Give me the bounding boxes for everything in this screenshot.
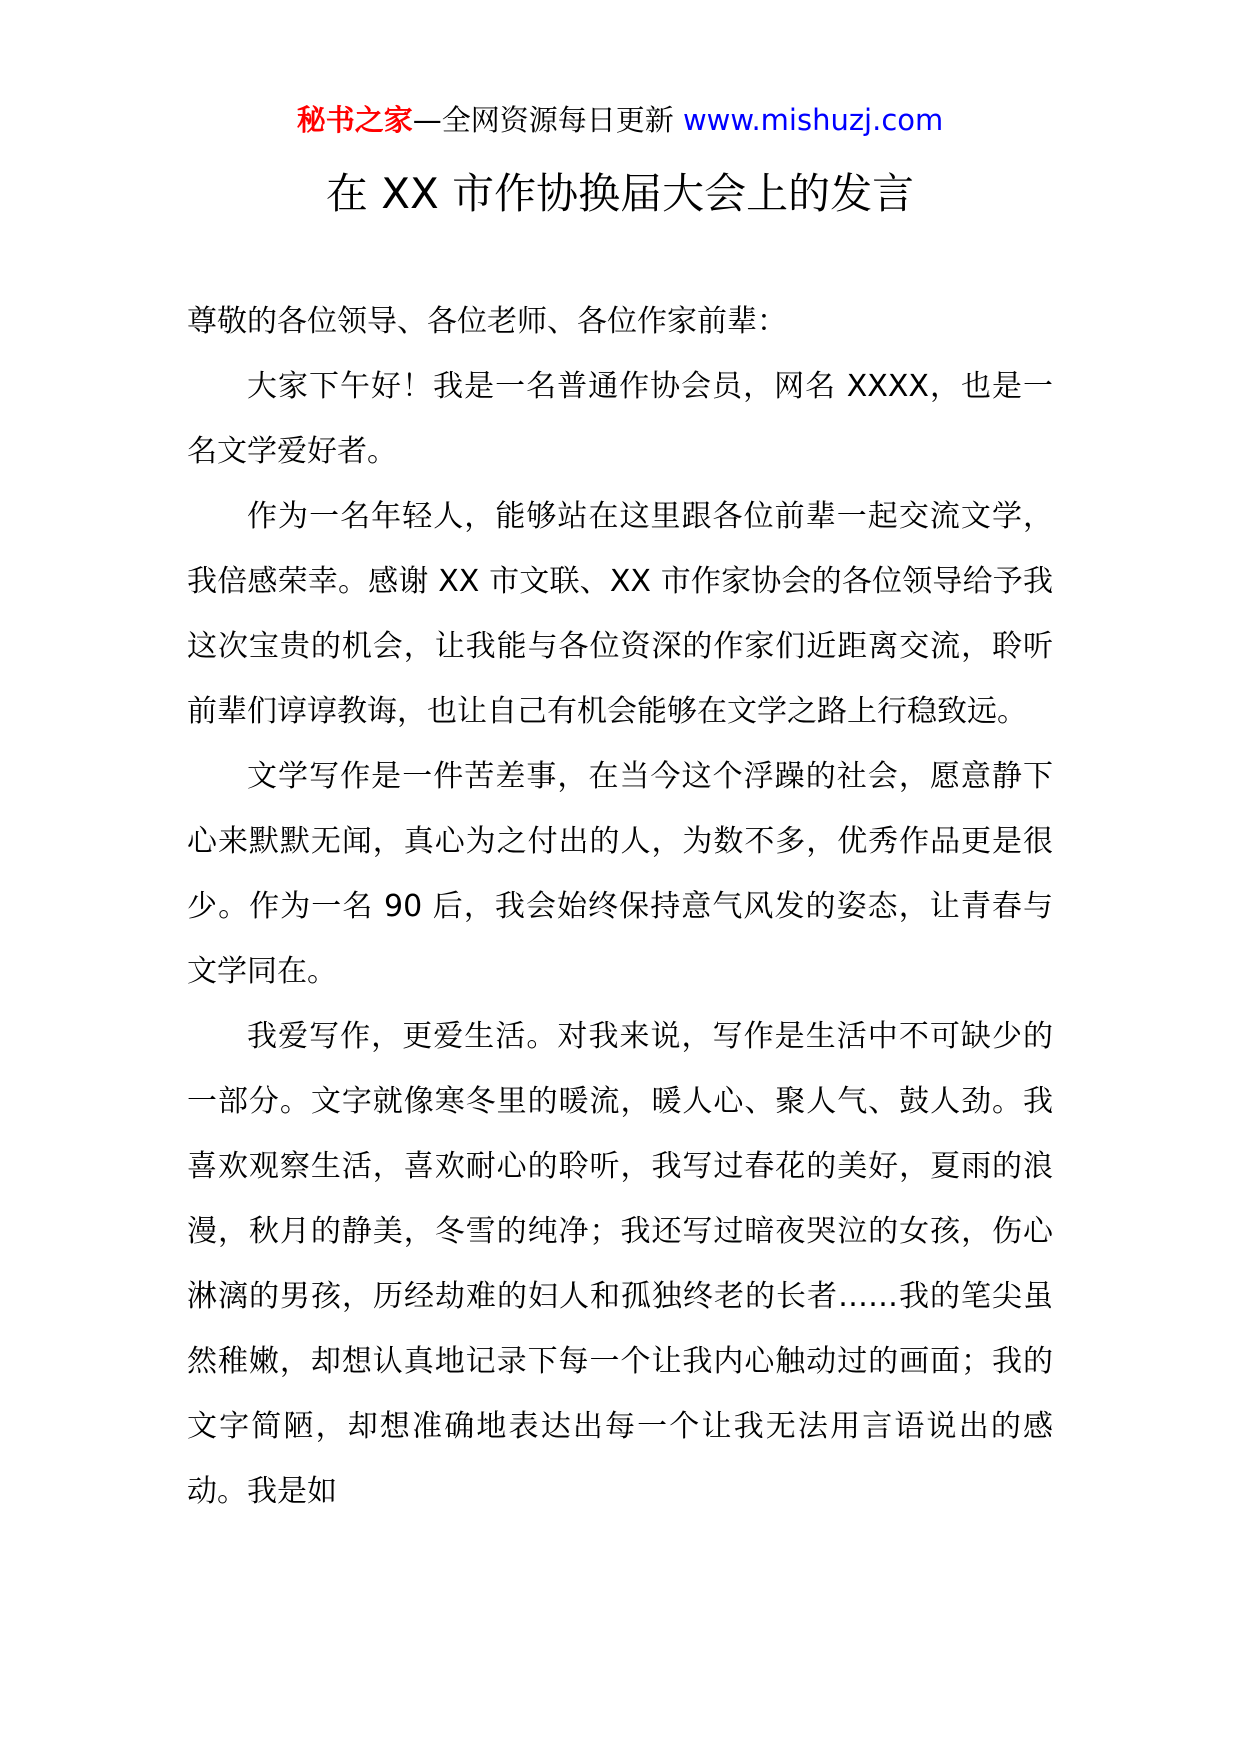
- site-brand: 秘书之家: [296, 103, 413, 137]
- document-body: [187, 289, 1053, 1524]
- site-header: [0, 100, 1240, 140]
- paragraph-gratitude: 作为一名年轻人，能够站在这里跟各位前辈一起交流文学，我倍感荣幸。感谢 XX 市文联、XX 市作家协会的各位领导给予我这次宝贵的机会，让我能与各位资深的作家们近距离交流，聆听前辈们谆谆教诲，也让自己有机会能够在文学之路上行稳致远。: [187, 499, 1053, 729]
- paragraph-greeting: 大家下午好！我是一名普通作协会员，网名 XXXX，也是一名文学爱好者。: [187, 369, 1053, 469]
- document-title: 在 XX 市作协换届大会上的发言: [325, 169, 915, 218]
- paragraph-love-of-writing: 我爱写作，更爱生活。对我来说，写作是生活中不可缺少的一部分。文字就像寒冬里的暖流，暖人心、聚人气、鼓人劲。我喜欢观察生活，喜欢耐心的聆听，我写过春花的美好，夏雨的浪漫，秋月的静美，冬雪的纯净；我还写过暗夜哭泣的女孩，伤心淋漓的男孩，历经劫难的妇人和孤独终老的长者……我的笔尖虽然稚嫩，却想认真地记录下每一个让我内心触动过的画面；我的文字简陋，却想准确地表达出每一个让我无法用言语说出的感动。我是如: [187, 1019, 1053, 1509]
- site-tagline: —全网资源每日更新: [412, 103, 674, 137]
- salutation: 尊敬的各位领导、各位老师、各位作家前辈：: [187, 304, 787, 339]
- site-url-link[interactable]: www.mishuzj.com: [682, 103, 944, 137]
- paragraph-writing-commitment: 文学写作是一件苦差事，在当今这个浮躁的社会，愿意静下心来默默无闻，真心为之付出的人，为数不多，优秀作品更是很少。作为一名 90 后，我会始终保持意气风发的姿态，让青春与文学同在。: [187, 759, 1053, 989]
